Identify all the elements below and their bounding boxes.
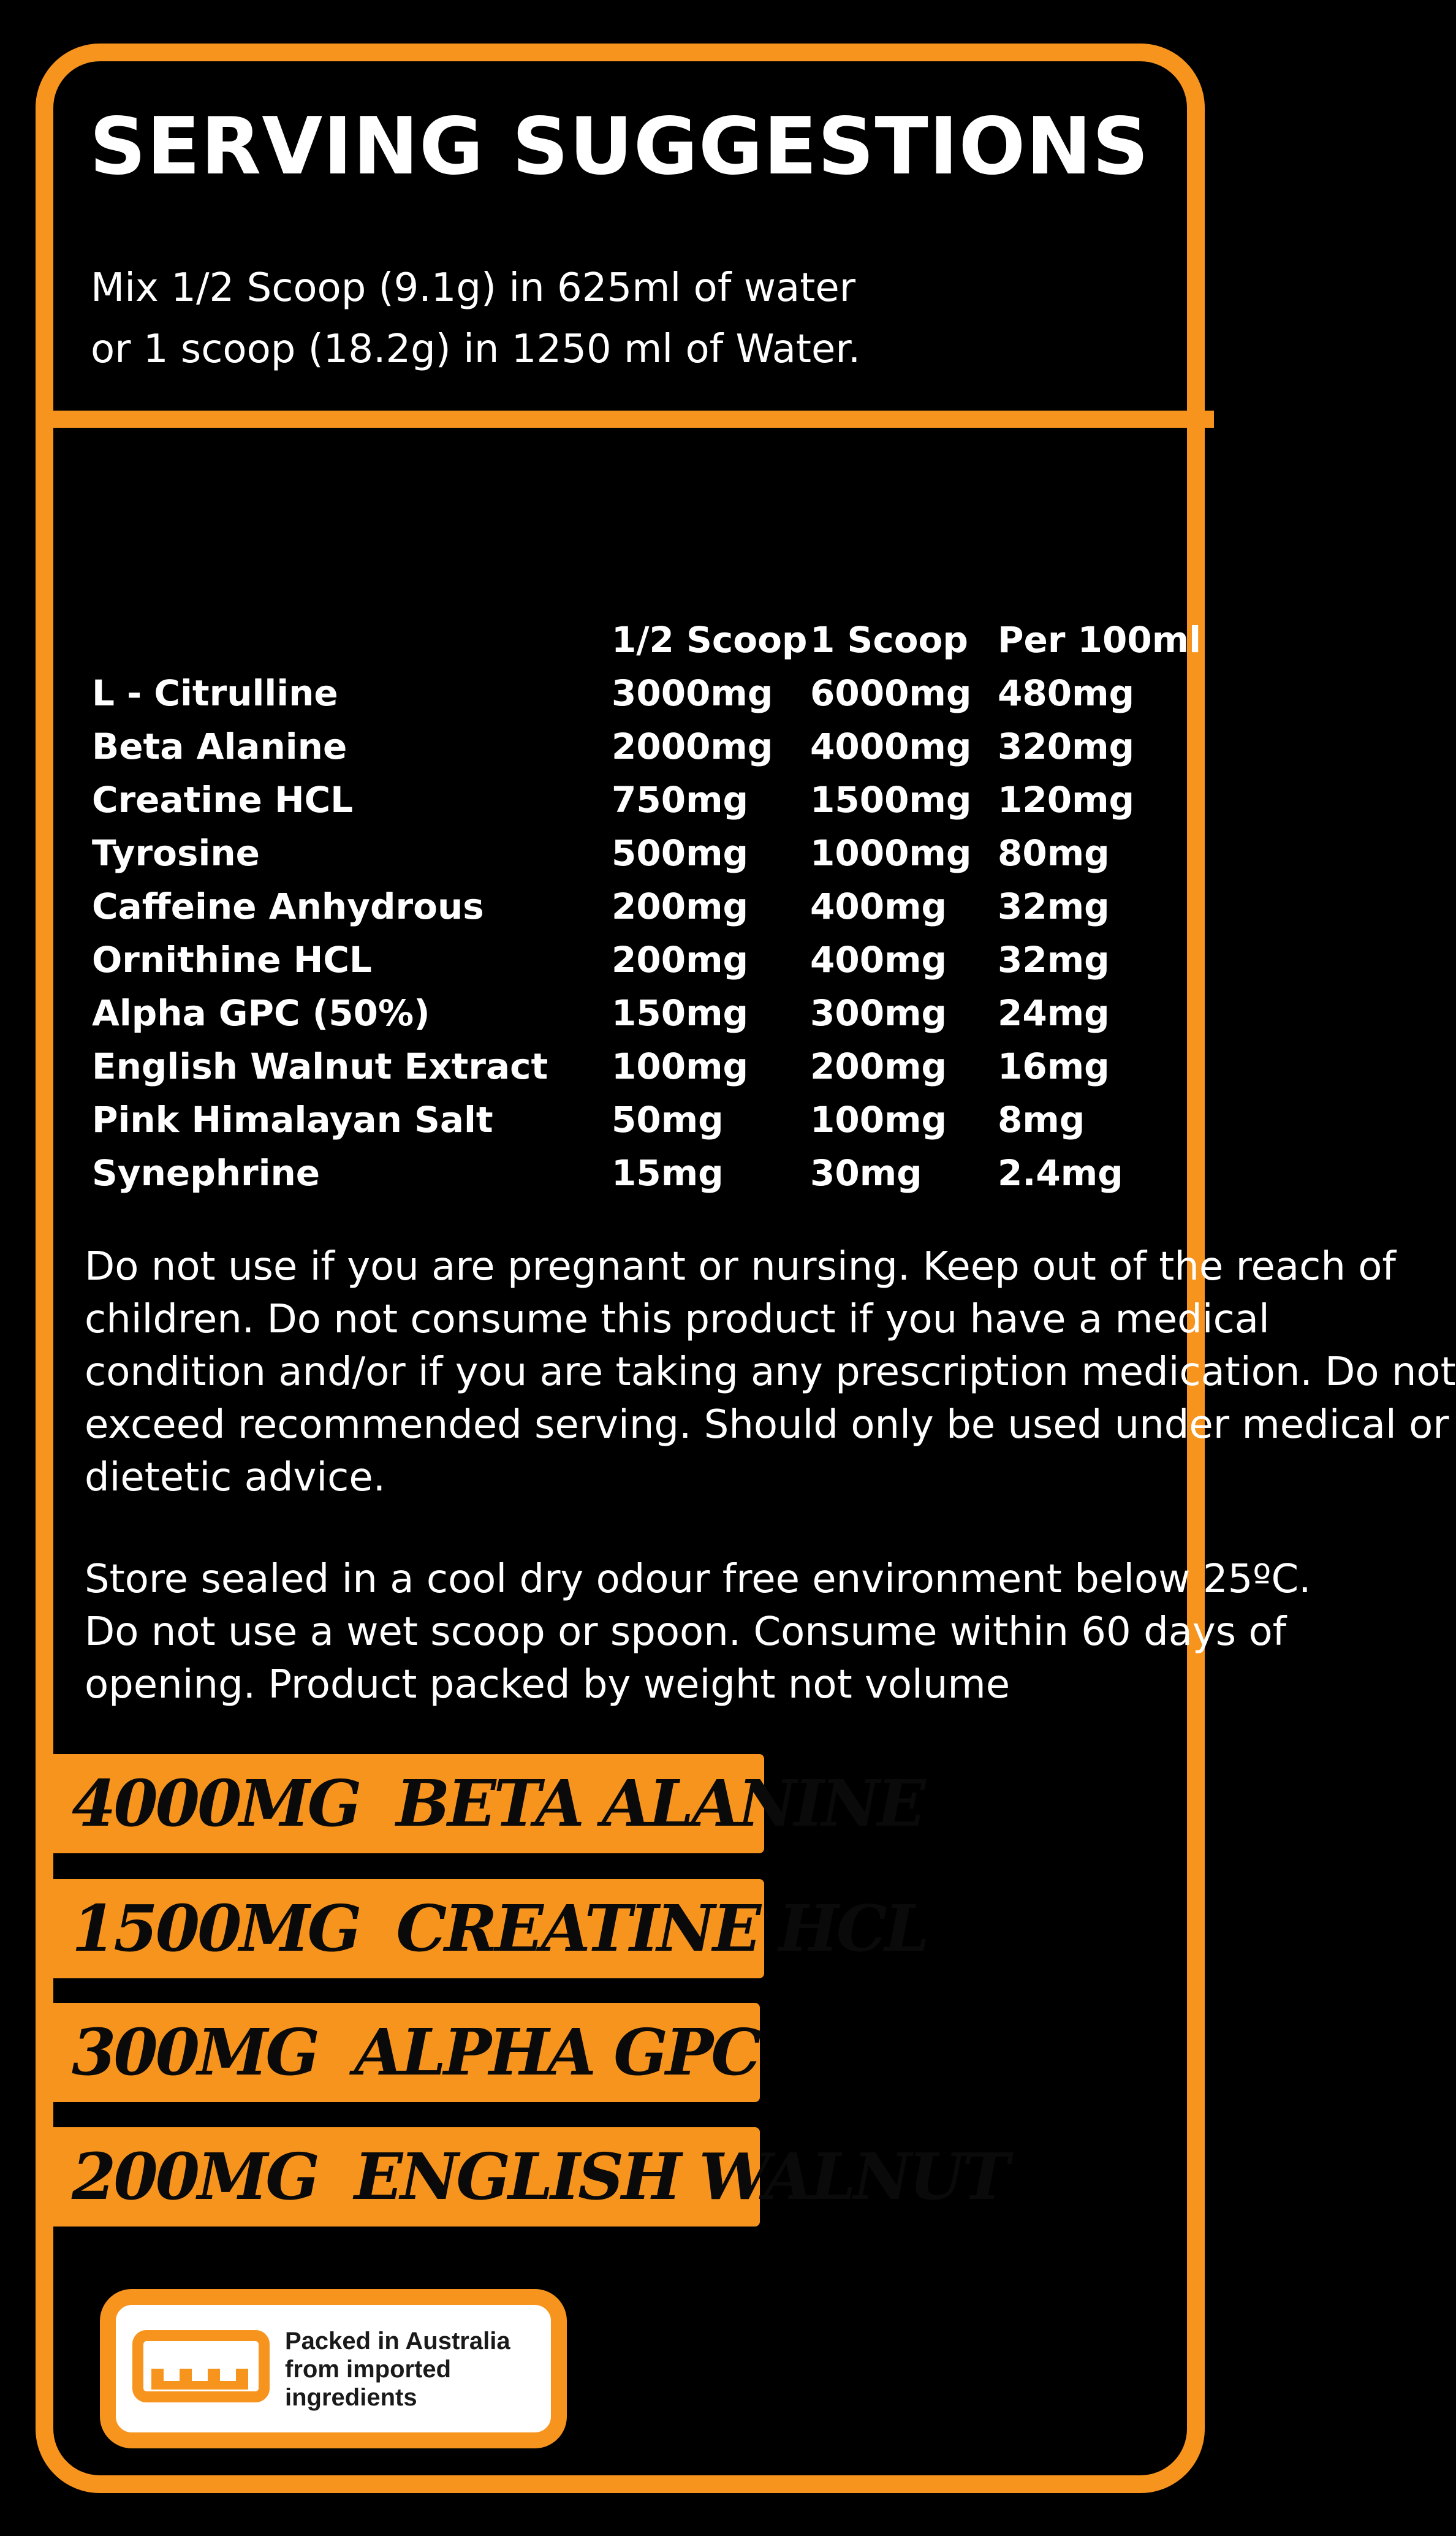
highlight-banner bbox=[48, 2003, 760, 2102]
banner-amount: 1500MG bbox=[72, 1891, 360, 1966]
storage-line: Do not use a wet scoop or spoon. Consume within 60 days of bbox=[85, 1609, 1287, 1655]
ingredient-per-100ml: 8mg bbox=[998, 1099, 1085, 1141]
ingredient-half-scoop: 100mg bbox=[612, 1046, 749, 1087]
banner-ingredient: BETA ALANINE bbox=[396, 1766, 923, 1841]
ingredient-one-scoop: 200mg bbox=[810, 1046, 947, 1087]
ingredient-name: Beta Alanine bbox=[92, 726, 347, 767]
ingredient-per-100ml: 320mg bbox=[998, 726, 1135, 767]
ingredient-name: Tyrosine bbox=[92, 832, 260, 874]
ingredient-one-scoop: 1500mg bbox=[810, 779, 972, 821]
ingredient-one-scoop: 100mg bbox=[810, 1099, 947, 1141]
banner-amount: 200MG bbox=[72, 2139, 318, 2214]
warning-line: condition and/or if you are taking any prescription medication. Do not bbox=[85, 1350, 1456, 1395]
warning-line: children. Do not consume this product if you have a medical bbox=[85, 1297, 1270, 1342]
ingredient-half-scoop: 750mg bbox=[612, 779, 749, 821]
banner-amount: 4000MG bbox=[72, 1766, 360, 1841]
ingredient-half-scoop: 500mg bbox=[612, 832, 749, 874]
ingredient-per-100ml: 32mg bbox=[998, 886, 1110, 927]
ingredient-name: L - Citrulline bbox=[92, 672, 338, 714]
banner-ingredient: ALPHA GPC bbox=[354, 2014, 760, 2090]
ingredient-half-scoop: 15mg bbox=[612, 1152, 724, 1194]
country-of-origin-badge bbox=[100, 2289, 567, 2448]
warning-line: exceed recommended serving. Should only be used under medical or bbox=[85, 1402, 1449, 1448]
serving-line: or 1 scoop (18.2g) in 1250 ml of Water. bbox=[91, 327, 861, 372]
ingredient-name: Alpha GPC (50%) bbox=[92, 992, 430, 1034]
storage-text bbox=[85, 1553, 1311, 1711]
ingredient-one-scoop: 400mg bbox=[810, 939, 947, 981]
warning-line: Do not use if you are pregnant or nursing. Keep out of the reach of bbox=[85, 1244, 1396, 1289]
column-header-per-100ml: Per 100ml bbox=[998, 619, 1202, 661]
serving-instructions bbox=[91, 257, 860, 380]
banner-ingredient: ENGLISH WALNUT bbox=[354, 2139, 1007, 2214]
ingredient-one-scoop: 300mg bbox=[810, 992, 947, 1034]
ingredient-half-scoop: 200mg bbox=[612, 939, 749, 981]
ingredient-name: Synephrine bbox=[92, 1152, 320, 1194]
section-title: SERVING SUGGESTIONS bbox=[89, 101, 1150, 192]
section-divider bbox=[36, 411, 1214, 428]
ingredient-name: Caffeine Anhydrous bbox=[92, 886, 484, 927]
ingredient-per-100ml: 32mg bbox=[998, 939, 1110, 981]
serving-line: Mix 1/2 Scoop (9.1g) in 625ml of water bbox=[91, 265, 856, 311]
storage-line: opening. Product packed by weight not volume bbox=[85, 1662, 1010, 1707]
ingredient-half-scoop: 2000mg bbox=[612, 726, 773, 767]
ingredient-one-scoop: 4000mg bbox=[810, 726, 972, 767]
australian-content-bar-icon bbox=[132, 2329, 270, 2408]
badge-text bbox=[285, 2327, 510, 2412]
ingredient-per-100ml: 16mg bbox=[998, 1046, 1110, 1087]
ingredient-per-100ml: 480mg bbox=[998, 672, 1135, 714]
ingredient-one-scoop: 1000mg bbox=[810, 832, 972, 874]
ingredient-half-scoop: 3000mg bbox=[612, 672, 773, 714]
ingredient-per-100ml: 80mg bbox=[998, 832, 1110, 874]
ingredient-name: Creatine HCL bbox=[92, 779, 354, 821]
banner-ingredient: CREATINE HCL bbox=[396, 1891, 927, 1966]
ingredient-per-100ml: 2.4mg bbox=[998, 1152, 1123, 1194]
highlight-banner bbox=[48, 1879, 927, 1978]
highlight-banner bbox=[48, 1754, 923, 1853]
ingredient-per-100ml: 120mg bbox=[998, 779, 1135, 821]
ingredient-per-100ml: 24mg bbox=[998, 992, 1110, 1034]
column-header-one-scoop: 1 Scoop bbox=[810, 619, 968, 661]
ingredient-name: Pink Himalayan Salt bbox=[92, 1099, 493, 1141]
column-header-half-scoop: 1/2 Scoop bbox=[612, 619, 808, 661]
warning-line: dietetic advice. bbox=[85, 1455, 386, 1500]
warning-text bbox=[85, 1240, 1456, 1504]
badge-line: from imported bbox=[285, 2356, 452, 2383]
ingredient-name: Ornithine HCL bbox=[92, 939, 372, 981]
ingredient-one-scoop: 400mg bbox=[810, 886, 947, 927]
ingredient-half-scoop: 50mg bbox=[612, 1099, 724, 1141]
storage-line: Store sealed in a cool dry odour free environment below 25ºC. bbox=[85, 1557, 1311, 1602]
ingredient-one-scoop: 6000mg bbox=[810, 672, 972, 714]
ingredient-half-scoop: 200mg bbox=[612, 886, 749, 927]
banner-amount: 300MG bbox=[72, 2014, 318, 2090]
badge-line: ingredients bbox=[285, 2384, 417, 2411]
ingredient-half-scoop: 150mg bbox=[612, 992, 749, 1034]
ingredient-name: English Walnut Extract bbox=[92, 1046, 548, 1087]
highlight-banner bbox=[48, 2127, 1007, 2227]
badge-line: Packed in Australia bbox=[285, 2328, 510, 2355]
ingredient-one-scoop: 30mg bbox=[810, 1152, 922, 1194]
